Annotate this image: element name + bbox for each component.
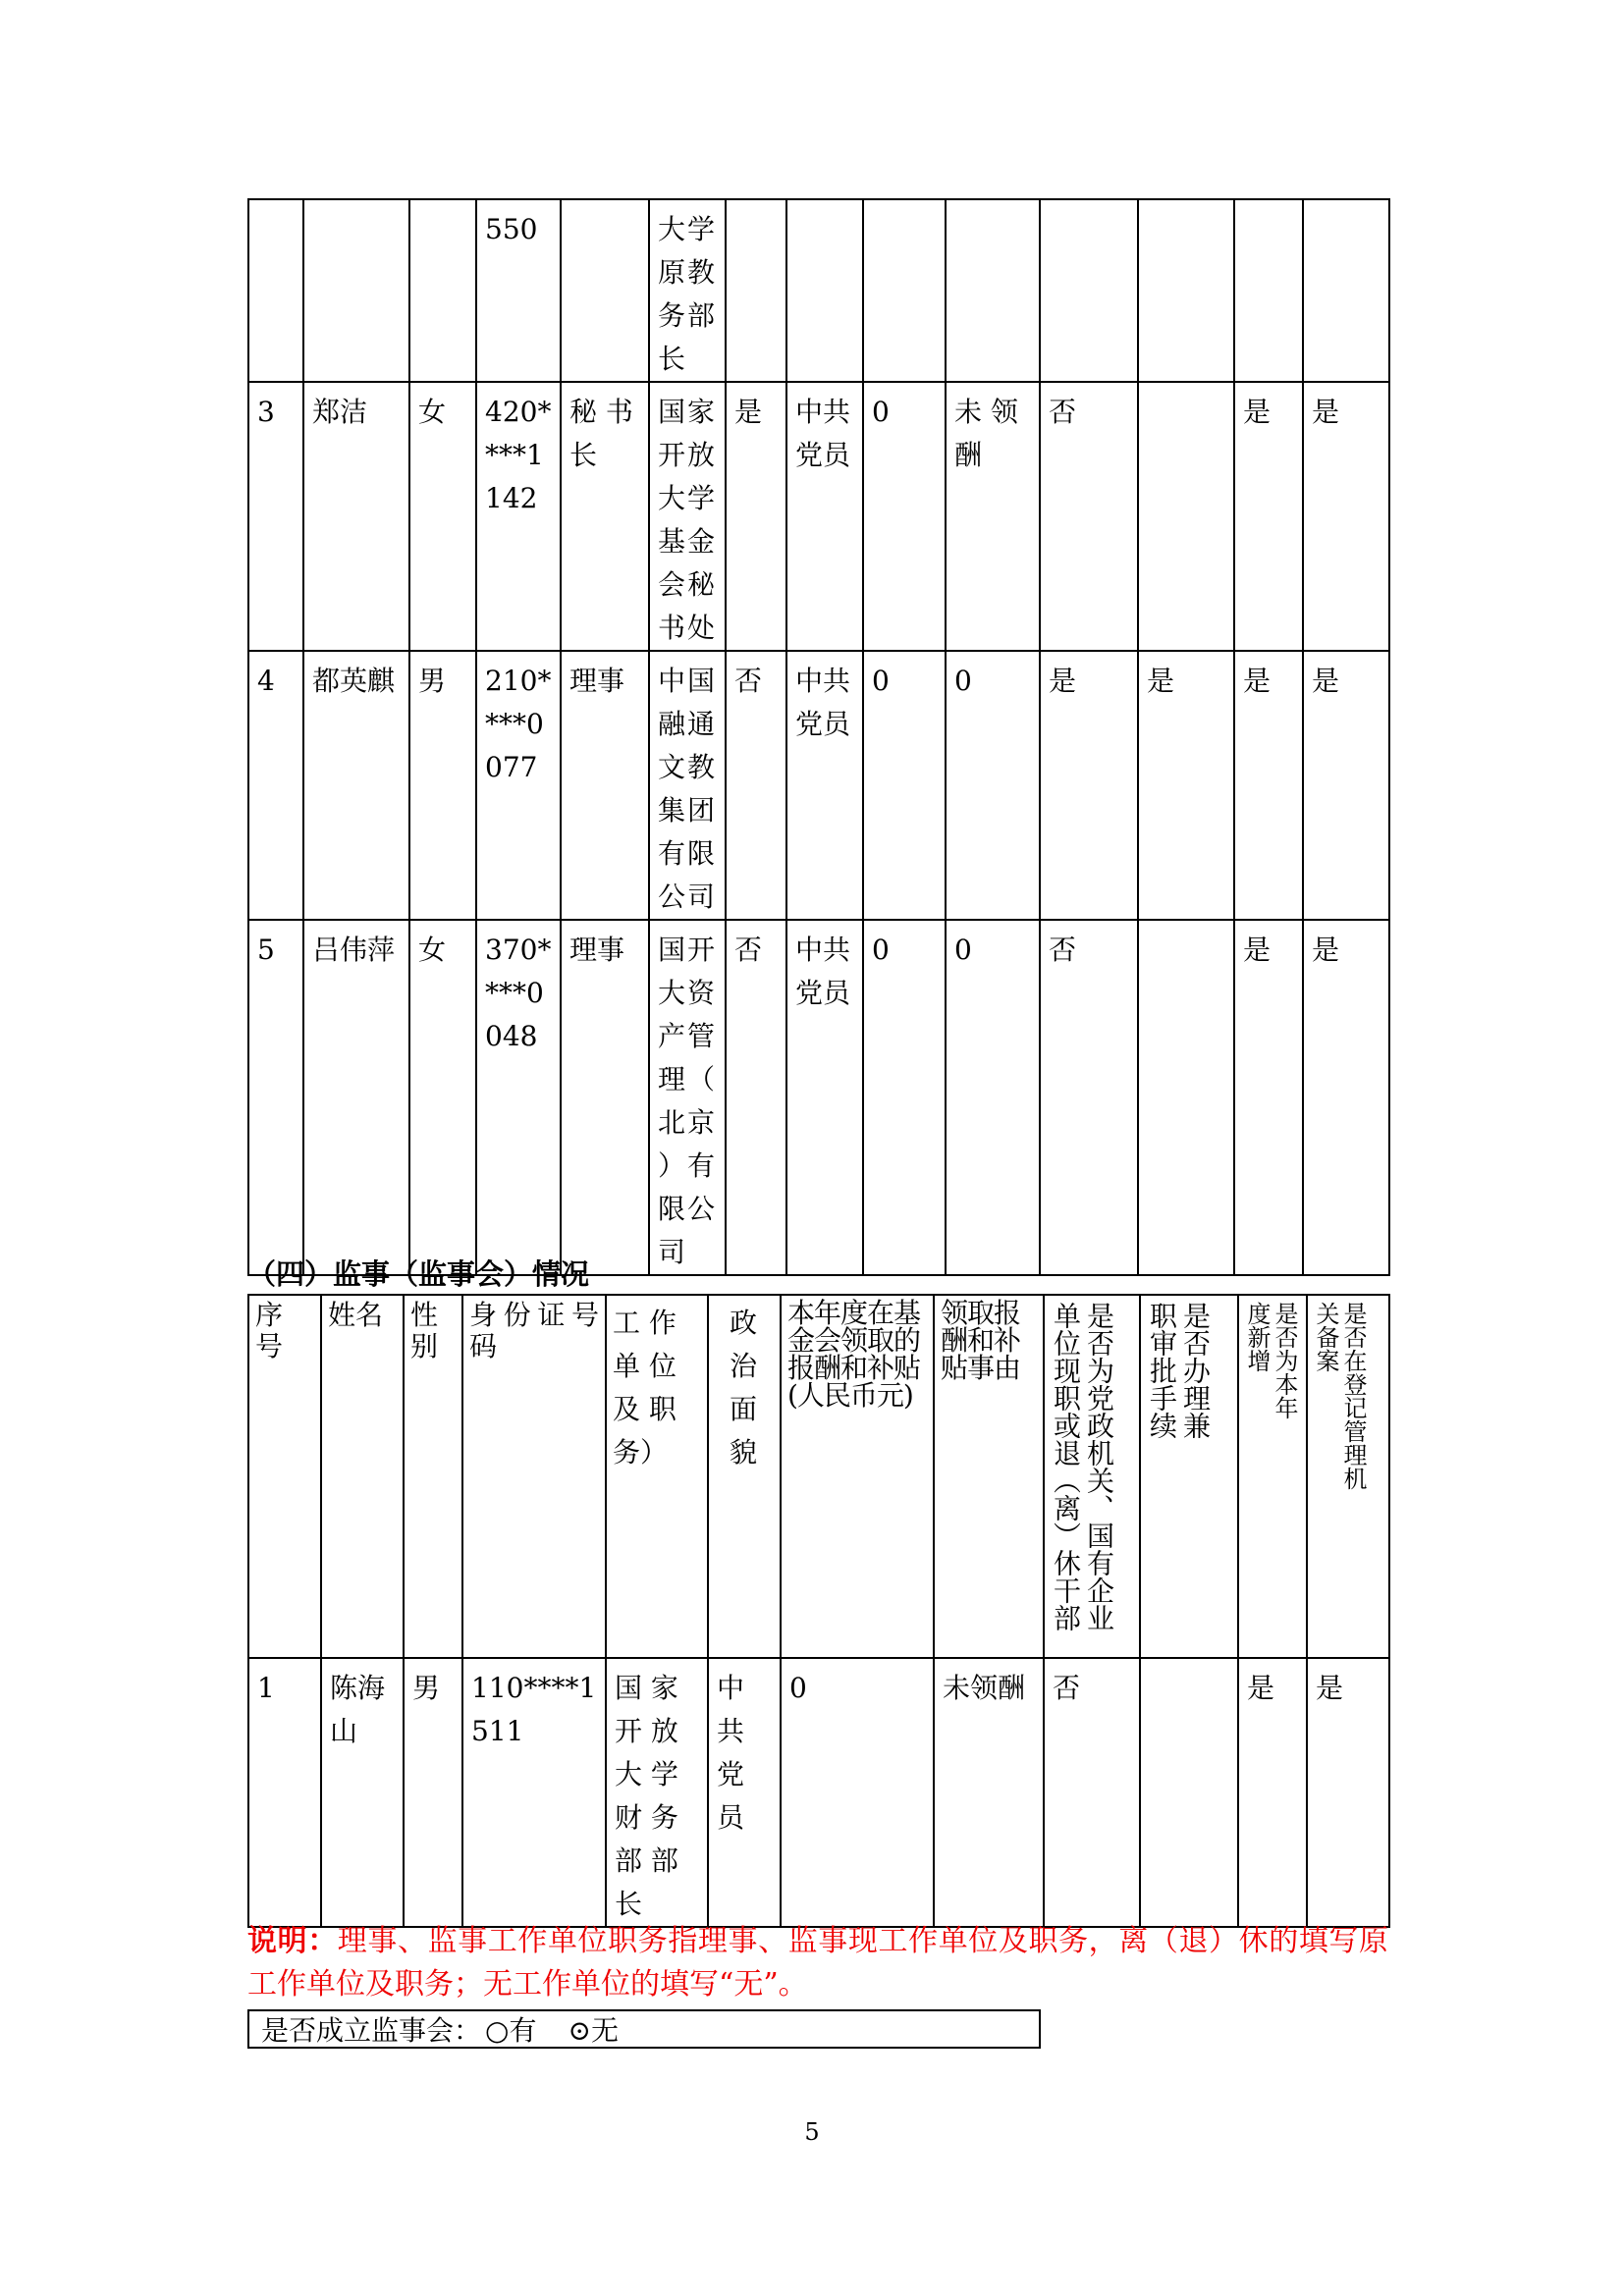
workplace: 国开大资产管理（ 北京 ）有限公司 [658,934,718,1268]
row-number: 5 [257,934,275,966]
col-header-gender: 性别 [410,1299,439,1362]
section-title: （四）监事（监事会）情况 [247,1257,590,1291]
col-header-new: 是否为本年度新增 [1243,1302,1298,1419]
col-header-id: 身份证号码 [469,1299,599,1362]
radio-yes[interactable] [485,2014,536,2047]
col-header-retired: 是否为党政机关、国有企业单位现职或退（离）休干部 [1050,1302,1115,1631]
row-number: 3 [257,396,275,428]
radio-no-label: 无 [590,2014,619,2047]
workplace: 大学原教务部长 [658,213,718,375]
col-header-party: 政治面貌 [730,1307,758,1468]
table-row [248,199,1389,382]
radio-empty-icon: ○ [485,2014,510,2047]
supervisors-table [247,1294,1390,1928]
supervisory-board-box [247,2009,1041,2049]
id-number: 420* ***1 142 [485,396,552,514]
party: 中共党员 [795,934,851,1009]
gender: 女 [418,396,447,428]
id-number: 110****1511 [471,1672,597,1747]
col-header-subsidy: 领取报酬和补贴事由 [941,1297,1021,1384]
col-header-registered: 是否在登记管理机关备案 [1312,1302,1367,1490]
board-question: 是否成立监事会： [261,2014,482,2047]
row-number: 1 [257,1672,275,1704]
col-header-remuneration: 本年度在基金会领取的报酬和补贴(人民币元) [787,1297,921,1412]
col-header-no: 序号 [255,1299,284,1362]
col-header-workplace: 工 作单 位及 职务） [613,1307,677,1468]
workplace: 中国融通文教集团有限公司 [658,665,718,913]
id-number: 550 [485,213,538,245]
party: 中共党员 [795,396,851,471]
page-number: 5 [804,2118,820,2146]
party: 中共党员 [795,665,851,740]
row-number: 4 [257,665,275,697]
note-text: 理事、监事工作单位职务指理事、监事现工作单位及职务，离（退）休的填写原工作单位及职务；无工作单位的填写“无”。 [247,1924,1389,2002]
radio-selected-icon: ⊙ [568,2014,591,2047]
gender: 女 [418,934,447,966]
person-name: 郑洁 [312,396,368,428]
person-name: 陈海山 [330,1672,386,1747]
person-name: 吕伟萍 [312,934,396,966]
col-header-name: 姓名 [328,1299,384,1331]
note-label: 说明： [247,1924,338,1958]
table-row: 5 吕伟萍 女 370* ***0 048 理事 国开大资产管理（ 北京 ）有限公司 否 中共党员 0 0 否 是 是 [248,920,1389,1275]
gender: 男 [418,665,447,697]
workplace: 国 家开 放大 学财 务部 部长 [615,1672,678,1920]
position: 秘 书 长 [569,396,633,471]
position: 理事 [569,665,625,697]
header-row [248,1295,1389,1658]
party: 中共党员 [717,1672,745,1834]
gender: 男 [412,1672,441,1704]
note [247,1920,1388,2006]
table-row: 1 陈海山 男 110****1511 国 家开 放大 学财 务部 部长 中共党员 0 未领酬 否 是 是 [248,1658,1389,1927]
id-number: 370* ***0 048 [485,934,552,1052]
position: 理事 [569,934,625,966]
col-header-approval: 是否办理兼职审批手续 [1146,1302,1212,1439]
radio-yes-label: 有 [509,2014,537,2047]
directors-table [247,198,1390,1276]
table-row: 4 都英麒 男 210* ***0 077 理事 中国融通文教集团有限公司 否 中共党员 0 0 是 是 是 是 [248,651,1389,920]
person-name: 都英麒 [312,665,396,697]
radio-no[interactable] [568,2014,618,2047]
workplace: 国家开放大学基金会秘书处 [658,396,718,644]
table-row: 3 郑洁 女 420* ***1 142 秘 书 长 国家开放大学基金会秘书处 是 中共党员 0 未 领 酬 否 是 是 [248,382,1389,651]
id-number: 210* ***0 077 [485,665,552,783]
